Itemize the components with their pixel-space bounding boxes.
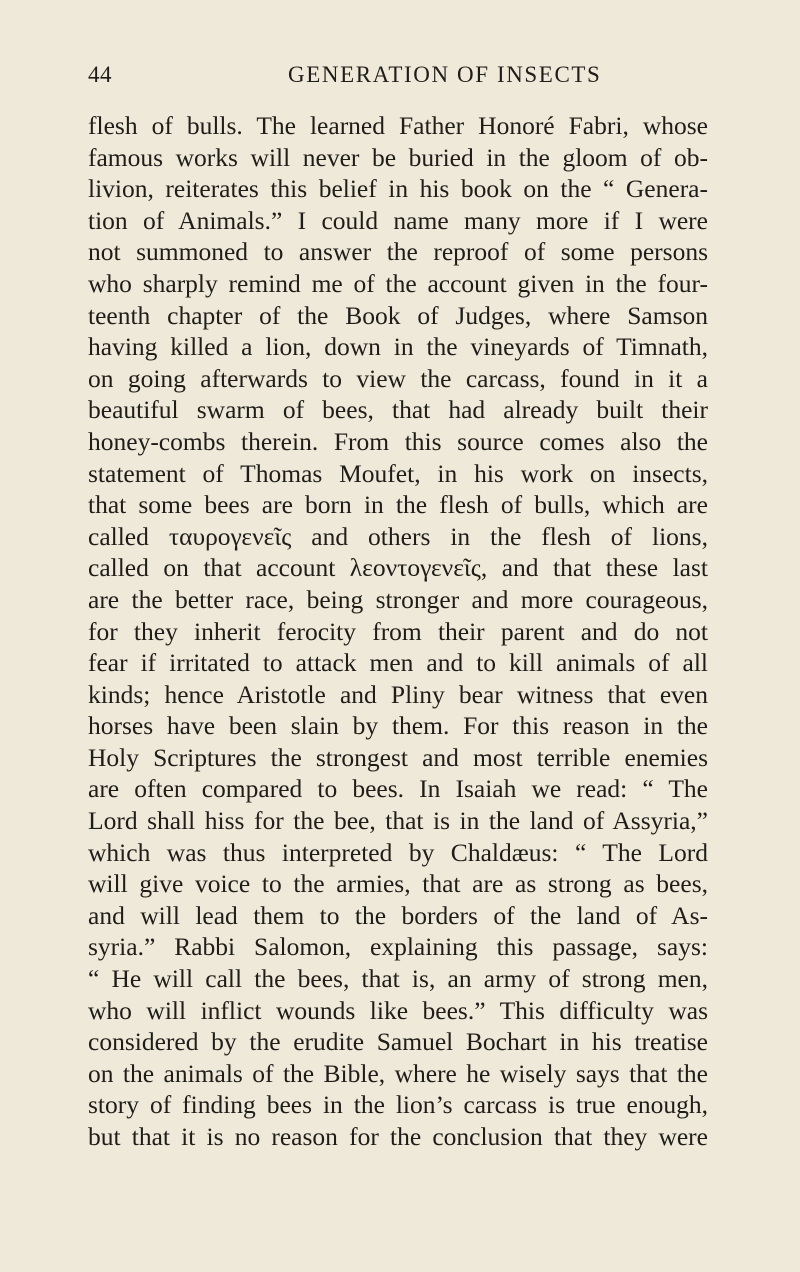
text-line: horses have been slain by them. For this reason in the [88,711,708,741]
text-line: called on that account λεοντογενεῖς, and that these last [88,553,708,583]
text-line: teenth chapter of the Book of Judges, where Samson [88,300,708,330]
page-header [88,60,708,96]
text-line: and will lead them to the borders of the land of As- [88,900,708,930]
text-line: on the animals of the Bible, where he wisely says that the [88,1058,708,1088]
text-line: statement of Thomas Moufet, in his work on insects, [88,458,708,488]
text-line: tion of Animals.” I could name many more if I were [88,205,708,235]
text-line: which was thus interpreted by Chaldæus: “ The Lord [88,837,708,867]
text-line: story of finding bees in the lion’s carcass is true enough, [88,1090,708,1120]
text-line: having killed a lion, down in the vineyards of Timnath, [88,332,708,362]
text-line: for they inherit ferocity from their parent and do not [88,616,708,646]
text-line: who will inflict wounds like bees.” This difficulty was [88,995,708,1025]
text-line: on going afterwards to view the carcass, found in it a [88,363,708,393]
text-line: but that it is no reason for the conclusion that they were [88,1122,708,1151]
text-line: that some bees are born in the flesh of bulls, which are [88,490,708,520]
text-line: “ He will call the bees, that is, an army of strong men, [88,964,708,994]
text-line: syria.” Rabbi Salomon, explaining this passage, says: [88,932,708,962]
text-line: will give voice to the armies, that are as strong as bees, [88,869,708,899]
text-line: famous works will never be buried in the gloom of ob- [88,142,708,172]
text-line: kinds; hence Aristotle and Pliny bear witness that even [88,679,708,709]
text-line: honey-combs therein. From this source comes also the [88,426,708,456]
text-line: beautiful swarm of bees, that had already built their [88,395,708,425]
text-line: are the better race, being stronger and more courageous, [88,584,708,614]
text-line: livion, reiterates this belief in his book on the “ Genera- [88,174,708,204]
running-title: GENERATION OF INSECTS [288,62,602,87]
body-text [88,110,708,1153]
text-line: Lord shall hiss for the bee, that is in the land of Assyria,” [88,806,708,836]
page-number: 44 [88,62,112,87]
text-line: fear if irritated to attack men and to kill animals of all [88,648,708,678]
text-line: flesh of bulls. The learned Father Honoré Fabri, whose [88,111,708,140]
text-line: Holy Scriptures the strongest and most terrible enemies [88,742,708,772]
text-line: not summoned to answer the reproof of some persons [88,237,708,267]
text-line: are often compared to bees. In Isaiah we read: “ The [88,774,708,804]
text-line: who sharply remind me of the account given in the four- [88,268,708,298]
text-line: called ταυρογενεῖς and others in the flesh of lions, [88,521,708,551]
text-line: considered by the erudite Samuel Bochart in his treatise [88,1027,708,1057]
